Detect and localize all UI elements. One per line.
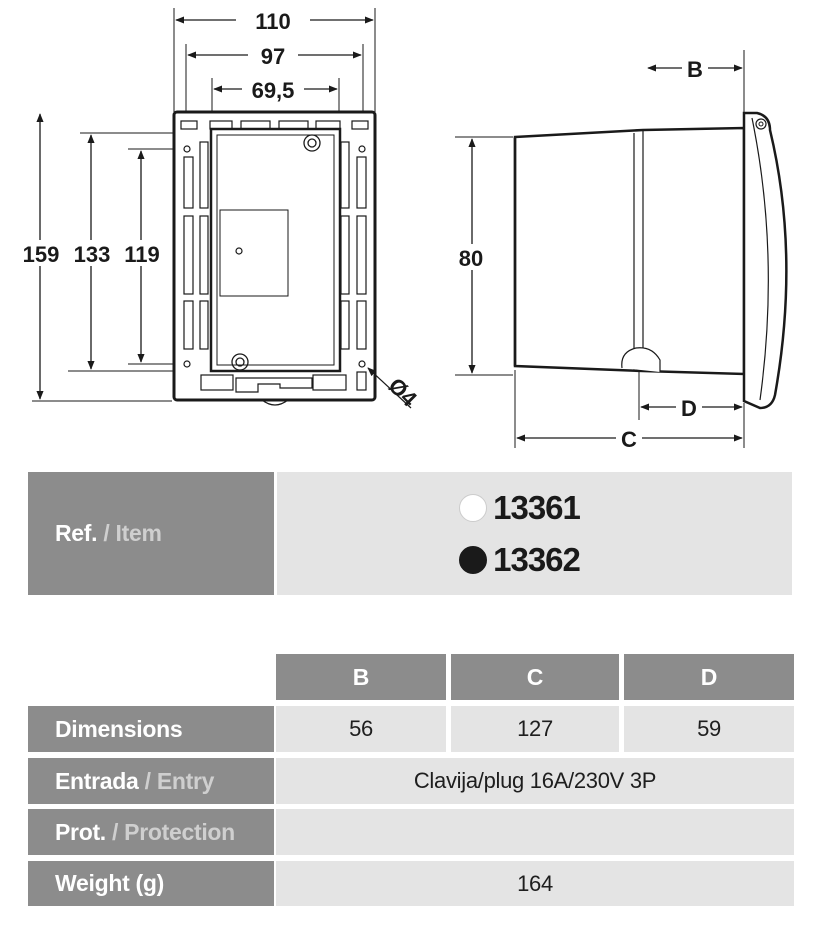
- ref-label-en: Item: [115, 520, 162, 546]
- side-body: [515, 128, 744, 374]
- protection-label-main: Prot.: [55, 818, 106, 845]
- dim-133: 133: [73, 242, 111, 267]
- side-view: [452, 50, 786, 452]
- ref-code-black: 13362: [493, 540, 580, 578]
- front-inner-plate: [211, 129, 340, 371]
- ref-item-black: [459, 541, 580, 579]
- side-cover: [744, 113, 786, 408]
- dim-119: 119: [124, 242, 160, 267]
- header-c: C: [451, 654, 619, 700]
- ref-label-sep: /: [97, 520, 116, 546]
- value-dim-d: 59: [624, 706, 794, 752]
- dim-d: D: [681, 396, 697, 421]
- dim-b: B: [687, 57, 703, 82]
- ref-item-white: [459, 489, 580, 527]
- value-dim-b: 56: [276, 706, 446, 752]
- value-weight: 164: [276, 861, 794, 906]
- header-b: B: [276, 654, 446, 700]
- header-d: D: [624, 654, 794, 700]
- value-protection: [276, 809, 794, 855]
- value-entry: Clavija/plug 16A/230V 3P: [276, 758, 794, 804]
- protection-label-sep: /: [105, 818, 125, 845]
- row-label-entry: [28, 758, 274, 804]
- row-label-dimensions: Dimensions: [28, 706, 274, 752]
- ref-label-main: Ref.: [55, 520, 98, 546]
- dim-97: 97: [260, 44, 286, 69]
- entry-label-main: Entrada: [55, 767, 139, 794]
- dim-80: 80: [458, 246, 484, 271]
- entry-label-sep: /: [138, 767, 157, 794]
- entry-label-en: Entry: [156, 767, 215, 794]
- dim-159: 159: [22, 242, 60, 267]
- white-color-dot-icon: [459, 494, 487, 522]
- dim-110: 110: [255, 9, 291, 34]
- ref-label-cell: [28, 472, 274, 595]
- front-view: [18, 8, 422, 412]
- row-label-weight: Weight (g): [28, 861, 274, 906]
- ref-values-cell: [277, 472, 792, 595]
- black-color-dot-icon: [459, 546, 487, 574]
- value-dim-c: 127: [451, 706, 619, 752]
- dim-hole-diameter: Ø4: [383, 372, 422, 412]
- dim-c: C: [621, 427, 637, 452]
- ref-code-white: 13361: [493, 488, 580, 526]
- row-label-protection: [28, 809, 274, 855]
- dim-69-5: 69,5: [251, 78, 295, 103]
- protection-label-en: Protection: [124, 818, 235, 845]
